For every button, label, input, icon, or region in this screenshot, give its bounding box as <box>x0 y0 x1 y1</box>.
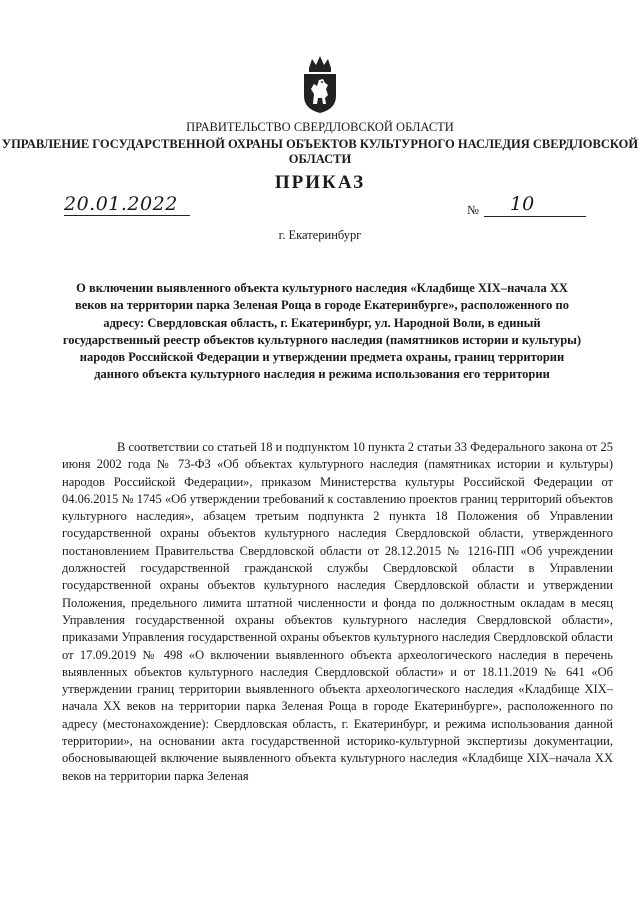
order-number: 10 <box>510 193 535 215</box>
government-name: ПРАВИТЕЛЬСТВО СВЕРДЛОВСКОЙ ОБЛАСТИ <box>186 120 454 134</box>
document-type: ПРИКАЗ <box>274 172 366 193</box>
number-underline <box>484 216 586 217</box>
number-sign: № <box>467 203 479 217</box>
date-underline <box>64 215 190 216</box>
coat-of-arms-emblem <box>300 54 340 114</box>
agency-name: УПРАВЛЕНИЕ ГОСУДАРСТВЕННОЙ ОХРАНЫ ОБЪЕКТОВ КУЛЬТУРНОГО НАСЛЕДИЯ СВЕРДЛОВСКОЙ ОБЛАСТИ <box>1 137 639 166</box>
order-date: 20.01.2022 <box>64 193 178 215</box>
order-subject: О включении выявленного объекта культурного наследия «Кладбище XIX–начала XX веков на территории парка Зеленая Роща в городе Екатеринбурге», расположенного по адресу: Свердловская область, г. Екатеринбург, ул. Народной Воли, в единый государственный реестр объектов культурного наследия (памятников истории и культуры) народов Российской Федерации и утверждении предмета охраны, границ территории данного объекта культурного наследия и режима использования его территории <box>62 281 582 382</box>
body-paragraph: В соответствии со статьей 18 и подпунктом 10 пункта 2 статьи 33 Федерального закона от 25 июня 2002 года № 73-ФЗ «Об объектах культурного наследия (памятниках истории и культуры) народов Российской Федерации», приказом Министерства культуры Российской Федерации от 04.06.2015 № 1745 «Об утверждении требований к составлению проектов границ территорий объектов культурного наследия», абзацем третьим подпункта 2 пункта 18 Положения об Управлении государственной охраны объектов культурного наследия Свердловской области, утвержденного постановлением Правительства Свердловской области от 28.12.2015 № 1216-ПП «Об учреждении должностей государственной гражданской службы Свердловской области в Управлении государственной охраны объектов культурного наследия Свердловской области и утверждении Положения, предельного лимита штатной численности и фонда по должностным окладам в месяц Управления государственной охраны объектов культурного наследия Свердловской области», приказами Управления государственной охраны объектов культурного наследия Свердловской области от 17.09.2019 № 498 «О включении выявленного объекта археологического наследия в перечень выявленных объектов культурного наследия Свердловской области» и от 18.11.2019 № 641 «Об утверждении границ территории выявленного объекта археологического наследия «Кладбище XIX–начала XX веков на территории парка Зеленая Роща в городе Екатеринбурге», расположенного по адресу (местонахождение): Свердловская область, г. Екатеринбург, и режима использования данной территории», на основании акта государственной историко-культурной экспертизы документации, обосновывающей включение выявленного объекта культурного наследия «Кладбище XIX–начала XX веков на территории парка Зеленая <box>62 440 613 783</box>
city: г. Екатеринбург <box>278 228 362 242</box>
